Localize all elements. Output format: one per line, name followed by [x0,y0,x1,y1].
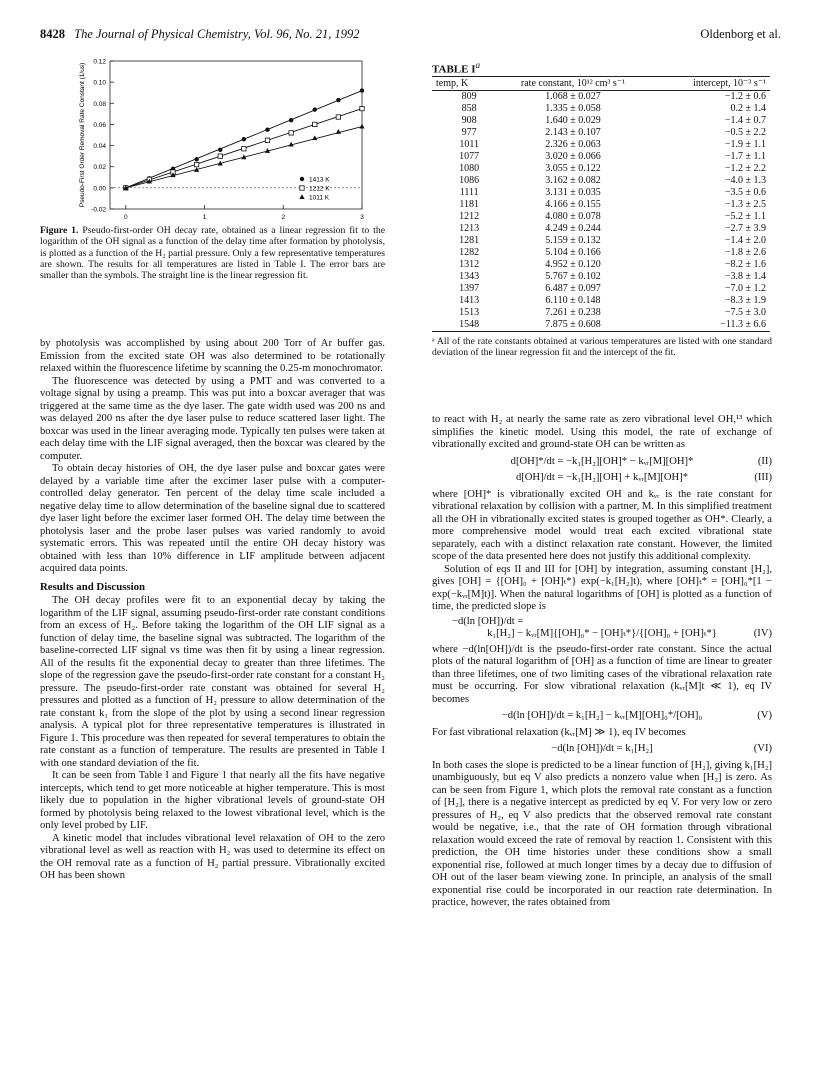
table-cell: 1080 [459,162,480,174]
table-cell: 809 [461,90,477,102]
table-cell: −1.4 ± 2.0 [724,234,766,246]
table-row [432,115,770,127]
table-cell: 7.261 ± 0.238 [545,306,601,318]
table-cell: −0.5 ± 2.2 [724,126,766,138]
table-cell: 1.640 ± 0.029 [545,114,601,126]
table-cell: 1111 [459,186,479,198]
data-point [312,135,317,140]
table-cell: 1413 [459,294,480,306]
data-point [359,124,364,129]
table-cell: 1.068 ± 0.027 [545,90,601,102]
paragraph: The fluorescence was detected by using a PMT and was converted to a voltage signal by using a preamp. This was put into a boxcar averager that was triggered at the same time as the dye laser. The gate width used was 200 ns and was delayed 200 ns after the dye laser pulse to reduce scattered laser light. The boxcar was used in the linear averaging mode. Typically ten pulses were taken at each delay time with the LIF signal averaged, then the boxcar was cleared by the computer. [40,375,385,462]
legend-label: 1413 K [309,176,330,184]
table-header-cell: rate constant, 10¹² cm³ s⁻¹ [492,76,653,90]
table-cell: −7.5 ± 3.0 [724,306,766,318]
legend-label: 1011 K [309,194,330,202]
table-cell: 0.2 ± 1.4 [730,102,766,114]
y-tick-label: 0.04 [93,143,106,151]
data-point [218,148,222,152]
table-1-grid [432,76,770,332]
data-point [194,162,198,166]
data-point [289,131,293,135]
table-cell: 1011 [459,138,479,150]
equation-5: −d(ln [OH])/dt = k₁[H₂] − kᵥᵣ[M][OH]₀*/[OH]₀ (V) [501,710,772,721]
table-cell: 1343 [459,270,480,282]
data-point [265,128,269,132]
legend-marker [300,186,304,190]
equation-4a: −d(ln [OH])/dt = [452,615,524,627]
table-cell: 1.335 ± 0.058 [545,102,601,114]
table-cell: 908 [461,114,477,126]
journal-title: The Journal of Physical Chemistry, Vol. 96, No. 21, 1992 [74,27,360,41]
table-cell: −1.2 ± 0.6 [724,90,766,102]
table-cell: 2.326 ± 0.063 [545,138,601,150]
paragraph: A kinetic model that includes vibrational level relaxation of OH to the zero vibrational level as well as reaction with H₂ was used to determine its effect on the OH removal rate as a function of H₂ partial pressure. Vibrationally excited OH has been shown [40,832,385,881]
data-point [218,154,222,158]
right-column [432,414,772,910]
table-1 [432,60,772,358]
paragraph: where [OH]* is vibrationally excited OH and kᵥᵣ is the rate constant for vibrational relaxation by collision with a partner, M. In this simplified treatment all the OH in vibrationally excited states is grouped together as OH*. Clearly, a more comprehensive model would treat each excited vibrational state separately, each with a distinct relaxation rate constant. However, the limited scope of the data presented here does not justify this additional complexity. [432,488,772,562]
left-column [40,338,385,883]
legend-label: 1212 K [309,185,330,193]
section-heading: Results and Discussion [40,580,146,593]
data-point [289,118,293,122]
table-cell: −8.2 ± 1.6 [724,258,766,270]
data-point [265,138,269,142]
table-cell: −7.0 ± 1.2 [724,282,766,294]
paragraph: It can be seen from Table I and Figure 1 that nearly all the fits have negative intercepts, which tend to get more noticeable at higher temperature. This is most likely due to population in the higher vibrational levels of ground-state OH formed by photolysis being relaxed to the lowest vibrational level, which is the only level probed by LIF. [40,770,385,831]
data-point [336,115,340,119]
table-header-cell: temp, K [432,76,492,90]
table-cell: 1086 [459,174,480,186]
table-cell: 2.143 ± 0.107 [545,126,601,138]
data-point [336,129,341,134]
table-cell: 1212 [459,210,480,222]
data-point [313,107,317,111]
x-tick-label: 1 [202,214,207,221]
table-row [432,235,770,247]
table-cell: −3.5 ± 0.6 [724,186,766,198]
paragraph: In both cases the slope is predicted to be a linear function of [H₂], giving k₁[H₂] unambiguously, but eq V also predicts a nonzero value when [H₂] is zero. As can be seen from Figure 1, which plots the removal rate constant as a function of [H₂], there is a negative intercept as predicted by eq V. For very low or zero pressures of H₂, eq V also predicts that the observed removal rate constant would be negative, i.e., that the rate of OH formation through vibrational relaxation would exceed the rate of removal by reaction 1. Consistent with this prediction, the OH time histories under these conditions show a small exponential rise, followed at much longer times by a decay due to diffusion of OH out of the laser beam viewing zone. In principle, an analysis of the small exponential rise could be incorporated in our reaction rate determination. In practice, however, the rates obtained from [432,759,772,908]
table-row [432,199,770,211]
table-cell: 1282 [459,246,480,258]
table-cell: 1397 [459,282,480,294]
equation-6: −d(ln [OH])/dt = k₁[H₂] (VI) [551,743,772,754]
table-cell: 1213 [459,222,480,234]
table-cell: 5.767 ± 0.102 [545,270,601,282]
table-cell: −8.3 ± 1.9 [724,294,766,306]
table-cell: 4.166 ± 0.155 [545,198,601,210]
table-row [432,90,770,103]
equation-3: d[OH]/dt = −k₁[H₂][OH] + kᵥᵣ[M][OH]* (III) [515,472,772,483]
y-tick-label: 0.00 [93,185,106,193]
table-row [432,295,770,307]
table-cell: 977 [461,126,477,138]
paragraph: where −d(ln[OH])/dt is the pseudo-first-order rate constant. Since the actual plots of the natural logarithm of [OH] as a function of time are linear to greater than three lifetimes, one of two limiting cases of the vibrational relaxation rate must be occurring. For slow vibrational relaxation (kᵥᵣ[M]t ≪ 1), eq IV becomes [432,643,772,705]
y-tick-label: 0.08 [93,100,106,108]
data-point [336,98,340,102]
table-cell: 1181 [459,198,479,210]
table-cell: 1281 [459,234,480,246]
table-cell: −1.8 ± 2.6 [724,246,766,258]
table-cell: −5.2 ± 1.1 [724,210,766,222]
paragraph: by photolysis was accomplished by using about 200 Torr of Ar buffer gas. Emission from the excited state OH was also determined to be rotationally relaxed within the fluorescence lifetime by scanning the 0.25-m monochromator. [40,338,385,374]
table-cell: 3.020 ± 0.066 [545,150,601,162]
paragraph: The OH decay profiles were fit to an exponential decay by taking the logarithm of the LIF signal, assuming pseudo-first-order rate constant conditions from an excess of H₂. Before taking the logarithm of the OH LIF signal as a function of delay time, the baseline signal was subtracted. The logarithm of the baseline-corrected LIF signal vs time was then fit by using a linear regression. All of the results fit the exponential decay to greater than three lifetimes. The slope of the regression gave the pseudo-first-order rate constant for a constant H₂ pressure. The pseudo-first-order rate constant was obtained for several H₂ pressures and plotted as a function of H₂ pressure to allow determination of the rate constant k₁ from the slope of the plot by using a second linear regression analysis. A typical plot for three representative temperatures is illustrated in Figure 1. This procedure was then repeated for several temperatures to obtain the rate constant as a function of temperature. The results are presented in Table I with one standard deviation of the fit. [40,595,385,769]
table-cell: −4.0 ± 1.3 [724,174,766,186]
legend-marker [299,194,304,199]
table-cell: 6.487 ± 0.097 [545,282,601,294]
table-cell: −3.8 ± 1.4 [724,270,766,282]
data-point [360,88,364,92]
legend-marker [300,177,304,181]
table-row [432,247,770,259]
table-cell: 4.080 ± 0.078 [545,210,601,222]
table-cell: −1.2 ± 2.2 [724,162,766,174]
table-cell: 1548 [432,319,492,332]
page-header [40,27,781,45]
figure-1-caption [40,225,385,281]
table-cell: 4.249 ± 0.244 [545,222,601,234]
paragraph: to react with H₂ at nearly the same rate as zero vibrational level OH,¹³ which simplifies the kinetic model. Using this model, the rate of exchange of vibrationally excited and ground-state OH can be written as [432,414,772,450]
table-cell: −1.7 ± 1.1 [724,150,766,162]
table-row [432,259,770,271]
data-point [242,147,246,151]
data-point [313,122,317,126]
table-cell: 6.110 ± 0.148 [545,294,601,306]
table-cell: 1077 [459,150,480,162]
table-cell: 3.055 ± 0.122 [545,162,601,174]
table-header-cell: intercept, 10⁻³ s⁻¹ [654,76,770,90]
y-tick-label: -0.02 [91,206,106,214]
table-cell: −11.3 ± 6.6 [654,319,770,332]
x-tick-label: 2 [281,214,286,221]
x-tick-label: 3 [360,214,364,221]
table-cell: 1312 [459,258,480,270]
table-row [432,151,770,163]
y-tick-label: 0.10 [93,79,106,87]
table-row [432,271,770,283]
table-cell: 7.875 ± 0.608 [492,319,653,332]
paragraph: For fast vibrational relaxation (kᵥᵣ[M] ≫ 1), eq IV becomes [432,726,686,738]
table-cell: 3.162 ± 0.082 [545,174,601,186]
table-cell: 858 [461,102,477,114]
y-axis-label: Pseudo-First Order Removal Rate Constant (1/us) [79,62,86,208]
table-row [432,163,770,175]
table-row [432,307,770,319]
table-row [432,211,770,223]
paragraph: To obtain decay histories of OH, the dye laser pulse and boxcar gates were delayed by a variable time after the excimer laser pulse with a computer-controlled delay generator. Ten percent of the delay time scale included a negative delay time to allow determination of the baseline signal due to scattered dye laser light before the excimer laser formed OH. The delay time between the photolysis laser and the probe laser pulses was varied randomly to avoid systematic errors. This was repeated until the entire OH decay history was obtained with less than 10% difference in LIF amplitude between adjacent acquired data points. [40,463,385,574]
table-row [432,103,770,115]
y-tick-label: 0.02 [93,164,106,172]
table-cell: −2.7 ± 3.9 [724,222,766,234]
data-point [360,106,364,110]
table-row [432,175,770,187]
table-title: TABLE $I^a$ [432,60,481,76]
table-row [432,223,770,235]
table-cell: 4.952 ± 0.120 [545,258,601,270]
table-cell: 5.104 ± 0.166 [545,246,601,258]
table-row [432,319,770,332]
figure-caption-label: Figure 1. [40,225,79,236]
table-cell: −1.3 ± 2.5 [724,198,766,210]
table-cell: 3.131 ± 0.035 [545,186,601,198]
table-row [432,187,770,199]
table-row [432,127,770,139]
data-point [242,137,246,141]
x-tick-label: 0 [123,214,128,221]
table-cell: 5.159 ± 0.132 [545,234,601,246]
table-row [432,283,770,295]
running-authors: Oldenborg et al. [700,27,781,41]
data-point [194,157,198,161]
table-cell: −1.9 ± 1.1 [724,138,766,150]
table-cell: 1513 [459,306,480,318]
equation-4: k₁[H₂] − kᵥᵣ[M]{[OH]₀* − [OH]ₜ*}/{[OH]₀ + [OH]ₜ*} (IV) [487,628,772,639]
figure-caption-text: Pseudo-first-order OH decay rate, obtained as a linear regression fit to the logarithm of the OH signal as a function of the delay time after formation by photolysis, is plotted as a function of the H₂ partial pressure. Only a few representative temperatures are shown. The results for all temperatures are listed in Table I. The error bars are smaller than the symbols. The straight line is the linear regression fit. [40,225,386,282]
figure-1-chart [62,55,384,225]
table-row [432,139,770,151]
paragraph: Solution of eqs II and III for [OH] by integration, assuming constant [H₂], gives [OH] = {[OH]₀ + [OH]ₜ*} exp(−k₁[H₂]t), where [OH]ₜ* = [OH]₀*[1 − exp(−kᵥᵣ[M]t)]. When the natural logarithms of [OH] is plotted as a function of time, the predicted slope is [432,563,772,612]
table-cell: −1.4 ± 0.7 [724,114,766,126]
page-number: 8428 [40,27,65,41]
table-footnote: ᵃ All of the rate constants obtained at various temperatures are listed with one standard deviation of the linear regression fit and the intercept of the fit. [432,335,772,358]
equation-2: d[OH]*/dt = −k₁[H₂][OH]* − kᵥᵣ[M][OH]* (II) [510,455,772,467]
y-tick-label: 0.12 [93,58,106,66]
y-tick-label: 0.06 [93,121,106,129]
